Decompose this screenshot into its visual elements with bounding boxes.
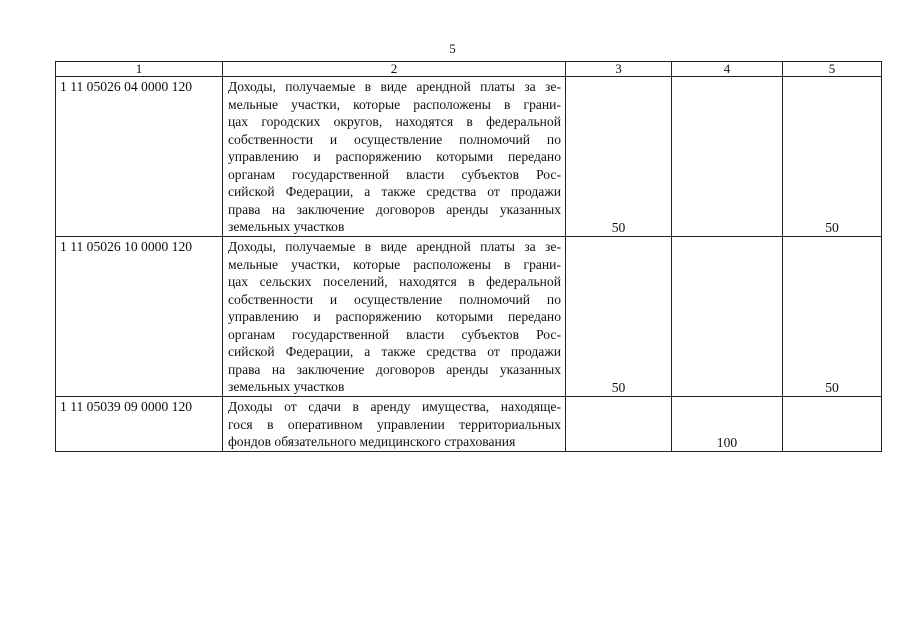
description-line: органам государственной власти субъектов Рос- [228,166,561,182]
budget-revenue-table [55,61,882,452]
description-line: мельные участки, которые расположены в грани- [228,256,561,272]
description-line: управлению и распоряжению которыми передано [228,309,561,324]
budget-code-cell: 1 11 05026 04 0000 120 [56,77,223,237]
column-header-5: 5 [783,62,882,77]
description-line: гося в оперативном управлении территориальных [228,416,561,432]
value-cell-col5: 50 [783,77,882,237]
table-header-row [56,62,882,77]
column-header-3: 3 [566,62,672,77]
description-line: права на заключение договоров аренды указанных [228,361,561,377]
description-line: сийской Федерации, а также средства от продажи [228,184,561,199]
description-line: цах городских округов, находятся в федеральной [228,114,561,129]
column-header-2: 2 [223,62,566,77]
table-row [56,77,882,237]
description-line: Доходы, получаемые в виде арендной платы за зе- [228,79,561,94]
description-line: фондов обязательного медицинского страхования [228,434,516,449]
description-line: земельных участков [228,219,345,234]
value-cell-col3 [566,397,672,452]
value-cell-col5: 50 [783,237,882,397]
description-line: мельные участки, которые расположены в грани- [228,96,561,112]
description-line: органам государственной власти субъектов Рос- [228,326,561,342]
value-cell-col3: 50 [566,237,672,397]
description-cell [223,397,566,452]
description-cell [223,237,566,397]
value-cell-col4 [672,237,783,397]
value-cell-col3: 50 [566,77,672,237]
table-row [56,237,882,397]
value-cell-col4 [672,77,783,237]
column-header-1: 1 [56,62,223,77]
description-cell [223,77,566,237]
budget-code-cell: 1 11 05039 09 0000 120 [56,397,223,452]
description-line: управлению и распоряжению которыми передано [228,149,561,164]
budget-code-cell: 1 11 05026 10 0000 120 [56,237,223,397]
description-line: Доходы от сдачи в аренду имущества, находяще- [228,399,561,414]
description-line: собственности и осуществление полномочий по [228,291,561,307]
description-line: сийской Федерации, а также средства от продажи [228,344,561,359]
description-line: земельных участков [228,379,345,394]
table-row [56,397,882,452]
description-line: Доходы, получаемые в виде арендной платы за зе- [228,239,561,254]
column-header-4: 4 [672,62,783,77]
description-line: цах сельских поселений, находятся в федеральной [228,274,561,289]
description-line: собственности и осуществление полномочий по [228,131,561,147]
value-cell-col5 [783,397,882,452]
page-number: 5 [449,41,456,56]
value-cell-col4: 100 [672,397,783,452]
description-line: права на заключение договоров аренды указанных [228,201,561,217]
